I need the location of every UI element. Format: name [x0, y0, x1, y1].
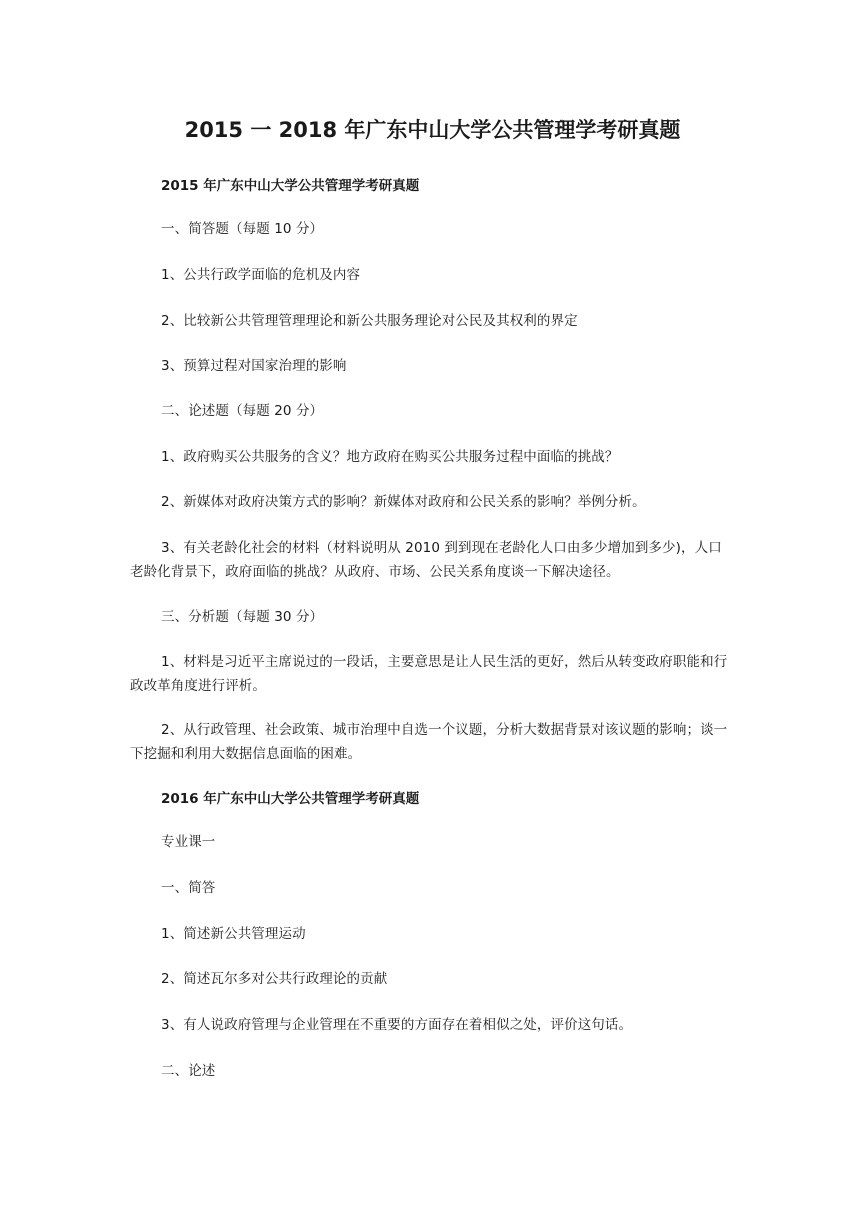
- question-group-heading: 三、分析题（每题 30 分）: [161, 609, 324, 625]
- question-item: 2、简述瓦尔多对公共行政理论的贡献: [161, 971, 388, 987]
- section-heading-2016: 2016 年广东中山大学公共管理学考研真题: [161, 791, 420, 807]
- question-item: 2、新媒体对政府决策方式的影响？新媒体对政府和公民关系的影响？举例分析。: [161, 494, 646, 510]
- question-item: 1、政府购买公共服务的含义？地方政府在购买公共服务过程中面临的挑战？: [161, 449, 619, 465]
- section-heading-2015: 2015 年广东中山大学公共管理学考研真题: [161, 178, 420, 194]
- question-item: 1、简述新公共管理运动: [161, 926, 306, 942]
- question-item: 3、有人说政府管理与企业管理在不重要的方面存在着相似之处，评价这句话。: [161, 1017, 633, 1033]
- course-label: 专业课一: [161, 834, 216, 850]
- question-item: 1、材料是习近平主席说过的一段话，主要意思是让人民生活的更好，然后从转变政府职能和行政改革角度进行评析。: [130, 654, 728, 694]
- document-title: 2015 一 2018 年广东中山大学公共管理学考研真题: [184, 118, 681, 142]
- question-item: 3、有关老龄化社会的材料（材料说明从 2010 到到现在老龄化人口由多少增加到多少)，人口老龄化背景下，政府面临的挑战？从政府、市场、公民关系角度谈一下解决途径。: [130, 540, 722, 580]
- question-item: 2、从行政管理、社会政策、城市治理中自选一个议题，分析大数据背景对该议题的影响；谈一下挖掘和利用大数据信息面临的困难。: [130, 722, 728, 762]
- question-item: 3、预算过程对国家治理的影响: [161, 358, 347, 374]
- question-group-heading: 二、论述题（每题 20 分）: [161, 403, 324, 419]
- question-group-heading: 一、简答题（每题 10 分）: [161, 221, 324, 237]
- question-group-heading: 一、简答: [161, 880, 216, 896]
- question-group-heading: 二、论述: [161, 1063, 216, 1079]
- question-item: 2、比较新公共管理管理理论和新公共服务理论对公民及其权利的界定: [161, 313, 578, 329]
- question-item: 1、公共行政学面临的危机及内容: [161, 267, 361, 283]
